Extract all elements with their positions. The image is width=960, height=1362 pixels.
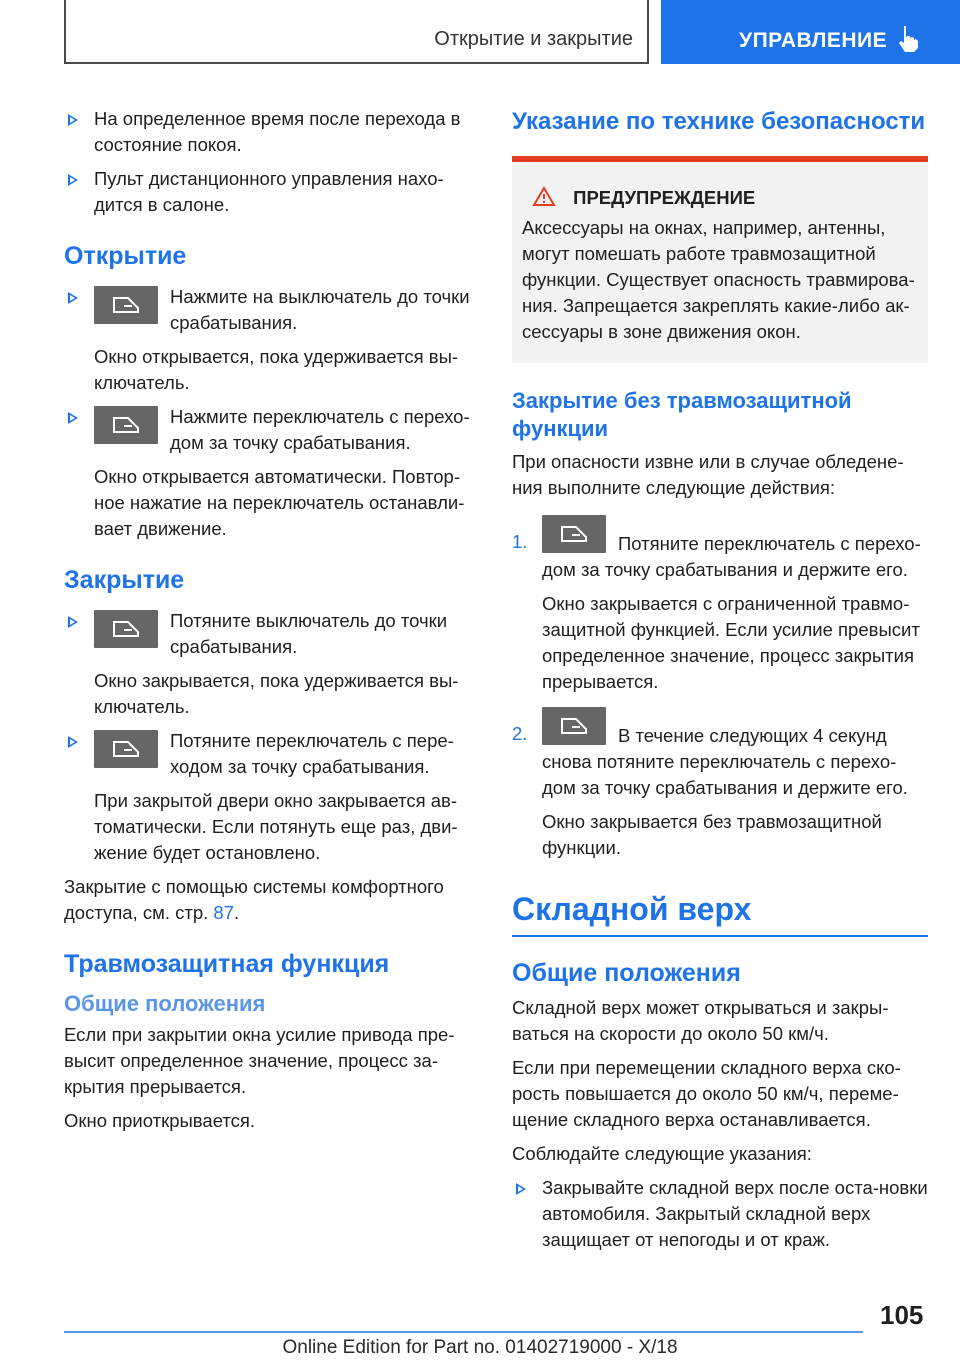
bullet-triangle-icon (68, 736, 78, 748)
chapter-tab (661, 0, 960, 64)
window-switch-icon (94, 610, 158, 648)
step-number: 1. (512, 531, 528, 552)
list-item: Пульт дистанционного управления нахо-дится в салоне. (64, 166, 474, 218)
note-text: Окно открывается автоматически. Повтор-ное нажатие на переключатель останавли-вает движение. (94, 466, 465, 539)
bullet-triangle-icon (516, 1183, 526, 1195)
note-text: Окно открывается, пока удерживается вы-ключатель. (94, 346, 459, 393)
list-item: Закрывайте складной верх после оста-новки автомобиля. Закрытый складной верх защищает от непогоды и от краж. (512, 1175, 928, 1253)
paragraph: Соблюдайте следующие указания: (512, 1143, 812, 1164)
list-item: Потяните выключатель до точки срабатывания. (64, 608, 474, 660)
left-column (64, 106, 474, 1134)
heading-folding-top: Складной верх (512, 891, 752, 927)
chapter-title: УПРАВЛЕНИЕ (739, 29, 888, 52)
page-number: 105 (880, 1300, 924, 1330)
paragraph: Если при перемещении складного верха ско-рость повышается до около 50 км/ч, переме-щение складного верха останавливается. (512, 1057, 901, 1130)
list-item: Потяните переключатель с пере-ходом за точку срабатывания. (64, 728, 474, 780)
warning-text: Аксессуары на окнах, например, антенны, могут помешать работе травмозащитной функции. Существует опасность травмирова-ния. Запрещается закреплять какие-либо ак-сессуары в зоне движения окон. (522, 217, 915, 342)
note-text: Окно закрывается, пока удерживается вы-ключатель. (94, 670, 459, 717)
list-item: Нажмите на выключатель до точки срабатывания. (64, 284, 474, 336)
window-switch-icon (94, 406, 158, 444)
bullet-triangle-icon (68, 616, 78, 628)
window-switch-icon (94, 286, 158, 324)
bullet-triangle-icon (68, 292, 78, 304)
step-item: 1. Потяните переключатель с перехо-дом за точку срабатывания и держите его. (512, 517, 928, 583)
paragraph: Складной верх может открываться и закры-ваться на скорости до около 50 км/ч. (512, 997, 889, 1044)
warning-box (512, 156, 928, 363)
bullet-triangle-icon (68, 114, 78, 126)
footer-divider (64, 1331, 863, 1333)
heading-no-pinch: Закрытие без травмозащитной функции (512, 388, 852, 441)
window-switch-icon (542, 515, 606, 553)
note-text: При закрытой двери окно закрывается ав-томатически. Если потянуть еще раз, дви-жение будет остановлено. (94, 790, 458, 863)
step-item: 2. В течение следующих 4 секунд снова потяните переключатель с перехо-дом за точку срабатывания и держите его. (512, 709, 928, 801)
paragraph: Окно приоткрывается. (64, 1110, 256, 1131)
pointing-hand-icon (897, 24, 919, 52)
running-section-title: Открытие и закрытие (64, 0, 649, 64)
note-text: Окно закрывается без травмозащитной функции. (542, 811, 882, 858)
heading-opening: Открытие (64, 242, 187, 270)
heading-general: Общие положения (64, 991, 266, 1016)
warning-title: ПРЕДУПРЕЖДЕНИЕ (522, 186, 918, 209)
paragraph: Если при закрытии окна усилие привода пре-высит определенное значение, процесс за-крытия прерывается. (64, 1024, 455, 1097)
page-reference-link[interactable]: 87 (213, 902, 234, 923)
list-item: Нажмите переключатель с перехо-дом за точку срабатывания. (64, 404, 474, 456)
bullet-triangle-icon (68, 412, 78, 424)
heading-safety: Указание по технике безопасности (512, 108, 926, 135)
comfort-access-text: Закрытие с помощью системы комфортного доступа, см. стр. 87. (64, 876, 444, 923)
heading-pinch-protection: Травмозащитная функция (64, 950, 390, 978)
step-number: 2. (512, 723, 528, 744)
paragraph: При опасности извне или в случае обледене-ния выполните следующие действия: (512, 451, 904, 498)
right-column (512, 106, 928, 1261)
window-switch-icon (94, 730, 158, 768)
window-switch-icon (542, 707, 606, 745)
bullet-triangle-icon (68, 174, 78, 186)
heading-folding-top-block (512, 889, 928, 937)
heading-closing: Закрытие (64, 566, 185, 594)
list-item: На определенное время после перехода в состояние покоя. (64, 106, 474, 158)
warning-triangle-icon (532, 186, 556, 207)
heading-roof-general: Общие положения (512, 959, 741, 987)
footer-edition: Online Edition for Part no. 01402719000 - X/18 (282, 1337, 678, 1358)
note-text: Окно закрывается с ограниченной травмо-защитной функцией. Если усилие превысит определенное значение, процесс закрытия прерывается. (542, 593, 920, 692)
